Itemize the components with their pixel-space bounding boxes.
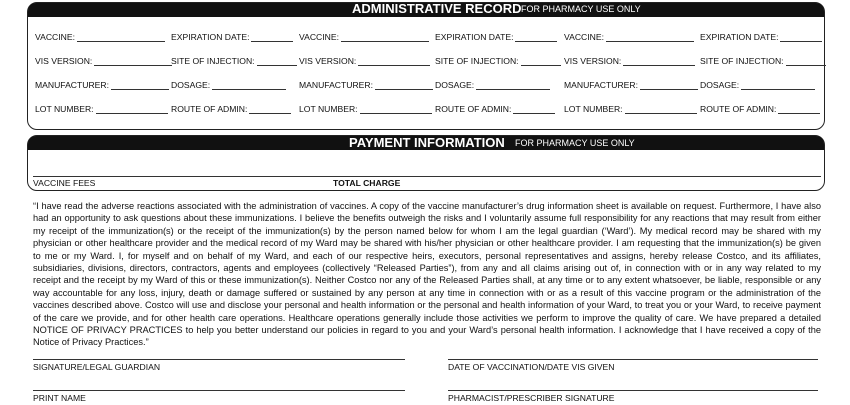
date-vaccination-label: DATE OF VACCINATION/DATE VIS GIVEN [448, 362, 615, 372]
site-of-injection-field-2[interactable]: SITE OF INJECTION: [435, 56, 561, 66]
dosage-field-2[interactable]: DOSAGE: [435, 80, 550, 90]
vaccine-field-1[interactable]: VACCINE: [35, 32, 165, 42]
lot-number-field-1[interactable]: LOT NUMBER: [35, 104, 168, 114]
dosage-field-3[interactable]: DOSAGE: [700, 80, 815, 90]
payment-line[interactable] [33, 176, 821, 177]
manufacturer-field-1[interactable]: MANUFACTURER: [35, 80, 169, 90]
signature-guardian-label: SIGNATURE/LEGAL GUARDIAN [33, 362, 161, 372]
print-name-label: PRINT NAME [33, 393, 86, 403]
print-name-line[interactable] [33, 390, 405, 391]
dosage-field-1[interactable]: DOSAGE: [171, 80, 286, 90]
vaccine-field-3[interactable]: VACCINE: [564, 32, 694, 42]
vis-version-field-1[interactable]: VIS VERSION: [35, 56, 172, 66]
route-of-admin-field-2[interactable]: ROUTE OF ADMIN: [435, 104, 555, 114]
date-vaccination-line[interactable] [448, 359, 818, 360]
administrative-record-subtitle: FOR PHARMACY USE ONLY [521, 4, 641, 14]
site-of-injection-field-3[interactable]: SITE OF INJECTION: [700, 56, 826, 66]
consent-text: “I have read the adverse reactions associated with the administration of vaccines. A copy of the vaccine manufacturer’s drug information sheet is available on request. Furthermore, I have also had an opportunity to ask questions about these immunizations. I believe the benefits outweigh the risks and I voluntarily assume full responsibility for any reactions that may result from either my receipt of the immunization(s) or the receipt of the immunization(s) by the person named below for whom I am the legal guardian (‘Ward’). My medical record may be shared with my physician or other healthcare provider and the medical record of my Ward may be shared with his/her physician or other healthcare provider. I am requesting that the immunization(s) be given to me or my Ward. I, for myself and on behalf of my Ward, and each of our respective heirs, executors, personal representatives and assigns, hereby release Costco, and its affiliates, subsidiaries, divisions, directors, contractors, agents and employees (collectively “Released Parties”), from any and all claims arising out of, in connection with or in any way related to my receipt and the receipt by my Ward of this or these immunization(s). Neither Costco nor any of the Released Parties shall, at any time or to any extent whatsoever, be liable, responsible or any way accountable for any loss, injury, death or damage suffered or sustained by any person at any time in connection with or as a result of this vaccine program or the administration of the vaccines described above. Costco will use and disclose your personal and health information or the personal and health information of your Ward, to treat you or your Ward, to receive payment of the care we provide, and for other health care operations. Healthcare operations generally include those activities we perform to improve the quality of care. We have prepared a detailed NOTICE OF PRIVACY PRACTICES to help you better understand our policies in regard to you and your Ward’s personal health information. I acknowledge that I have received a copy of the Notice of Privacy Practices.” [33, 201, 821, 348]
pharmacist-signature-label: PHARMACIST/PRESCRIBER SIGNATURE [448, 393, 615, 403]
lot-number-field-2[interactable]: LOT NUMBER: [299, 104, 432, 114]
payment-information-title: PAYMENT INFORMATION [349, 135, 505, 150]
manufacturer-field-3[interactable]: MANUFACTURER: [564, 80, 698, 90]
expiration-date-field-2[interactable]: EXPIRATION DATE: [435, 32, 557, 42]
expiration-date-field-3[interactable]: EXPIRATION DATE: [700, 32, 822, 42]
site-of-injection-field-1[interactable]: SITE OF INJECTION: [171, 56, 297, 66]
lot-number-field-3[interactable]: LOT NUMBER: [564, 104, 697, 114]
manufacturer-field-2[interactable]: MANUFACTURER: [299, 80, 433, 90]
route-of-admin-field-3[interactable]: ROUTE OF ADMIN: [700, 104, 820, 114]
pharmacist-signature-line[interactable] [448, 390, 818, 391]
vis-version-field-2[interactable]: VIS VERSION: [299, 56, 430, 66]
total-charge-label: TOTAL CHARGE [333, 178, 401, 188]
vaccine-fees-label: VACCINE FEES [33, 178, 96, 188]
vis-version-field-3[interactable]: VIS VERSION: [564, 56, 695, 66]
vaccine-field-2[interactable]: VACCINE: [299, 32, 429, 42]
route-of-admin-field-1[interactable]: ROUTE OF ADMIN: [171, 104, 291, 114]
expiration-date-field-1[interactable]: EXPIRATION DATE: [171, 32, 293, 42]
administrative-record-title: ADMINISTRATIVE RECORD [352, 1, 522, 16]
signature-guardian-line[interactable] [33, 359, 405, 360]
payment-information-subtitle: FOR PHARMACY USE ONLY [515, 138, 635, 148]
